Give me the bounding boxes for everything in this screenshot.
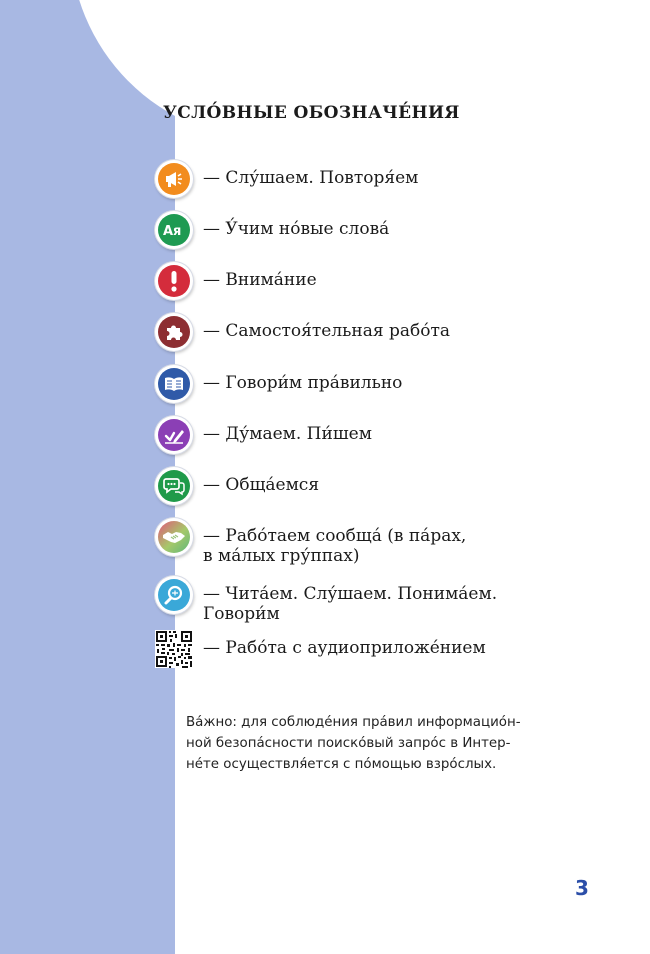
qr-code-icon	[155, 630, 193, 668]
magnifier-icon	[158, 579, 190, 611]
speech-bubbles-icon	[158, 470, 190, 502]
legend-item-attention	[155, 262, 575, 302]
legend-item-read-listen	[155, 576, 575, 626]
pencil-check-icon	[158, 419, 190, 451]
puzzle-icon	[158, 316, 190, 348]
megaphone-icon	[158, 163, 190, 195]
legend-label: — Рабо́та с аудиоприложе́нием	[203, 638, 486, 658]
legend-item-work-together	[155, 518, 575, 568]
legend-label	[203, 584, 497, 624]
legend-label-line: — Чита́ем. Слу́шаем. Понима́ем.	[203, 584, 498, 604]
legend-label-line: — Рабо́таем сообща́ (в па́рах,	[203, 526, 467, 546]
legend-item-audio-app	[155, 630, 575, 670]
letters-icon	[158, 214, 190, 246]
legend-label: — У́чим но́вые слова́	[203, 219, 390, 239]
side-band	[0, 0, 175, 954]
note-line: ной безопа́сности поиско́вый запро́с в Интер-	[186, 736, 511, 751]
book-icon	[158, 368, 190, 400]
legend-item-speak-correctly	[155, 365, 575, 405]
legend-item-independent-work	[155, 313, 575, 353]
note-line: Ва́жно: для соблюде́ния пра́вил информацио́н-	[186, 715, 521, 730]
safety-note	[186, 712, 566, 775]
page-title: УСЛО́ВНЫЕ ОБОЗНАЧЕ́НИЯ	[163, 103, 460, 123]
legend-label-line: в ма́лых гру́ппах)	[203, 546, 360, 566]
legend-label: — Говори́м пра́вильно	[203, 373, 403, 393]
legend-label	[203, 526, 466, 566]
handshake-icon	[158, 521, 190, 553]
legend-item-listen-repeat	[155, 160, 575, 200]
legend-item-new-words	[155, 211, 575, 251]
legend-label: — Обща́емся	[203, 475, 320, 495]
legend-label-line: Говори́м	[203, 604, 280, 624]
note-line: не́те осуществля́ется с по́мощью взро́слых.	[186, 757, 497, 772]
page-number: 3	[575, 876, 589, 900]
svg-text:Ая: Ая	[163, 224, 182, 239]
legend-label: — Ду́маем. Пи́шем	[203, 424, 372, 444]
legend-label: — Самостоя́тельная рабо́та	[203, 321, 451, 341]
legend-label: — Внима́ние	[203, 270, 317, 290]
legend-item-think-write	[155, 416, 575, 456]
legend-item-communicate	[155, 467, 575, 507]
legend-label: — Слу́шаем. Повторя́ем	[203, 168, 419, 188]
exclamation-icon	[158, 265, 190, 297]
